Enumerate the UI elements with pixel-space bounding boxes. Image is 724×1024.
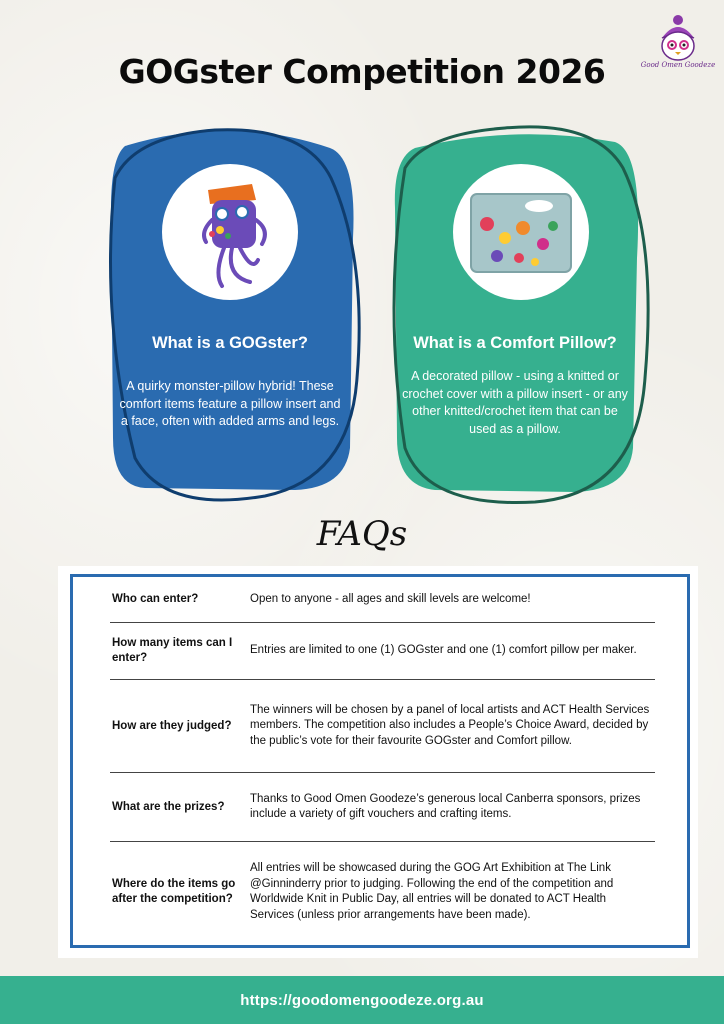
faq-row bbox=[110, 842, 655, 942]
faq-answer: The winners will be chosen by a panel of local artists and ACT Health Services members. The competition also includes a People’s Choice Award, decided by the public’s vote for their favourite GOGster and Comfort pillow. bbox=[250, 703, 650, 747]
faq-question: Who can enter? bbox=[112, 593, 199, 605]
page-title: GOGster Competition 2026 bbox=[118, 52, 606, 91]
faq-table bbox=[70, 574, 690, 948]
card-gogster-heading: What is a GOGster? bbox=[152, 334, 308, 352]
faq-question: How many items can I enter? bbox=[112, 637, 233, 664]
logo-text: Good Omen Goodeze bbox=[640, 61, 716, 69]
faq-row bbox=[110, 623, 655, 680]
faq-answer: Entries are limited to one (1) GOGster and one (1) comfort pillow per maker. bbox=[250, 644, 637, 657]
faq-row bbox=[110, 577, 655, 623]
faq-row bbox=[110, 773, 655, 842]
card-comfort-pillow-description: A decorated pillow - using a knitted or crochet cover with a pillow insert - or any other knitted/crochet item that can be used as a pillow. bbox=[402, 369, 628, 436]
card-gogster-description: A quirky monster-pillow hybrid! These comfort items feature a pillow insert and a face, often with added arms and legs. bbox=[119, 379, 341, 428]
faq-answer: All entries will be showcased during the GOG Art Exhibition at The Link @Ginninderry prior to judging. Following the end of the competition and Worldwide Knit in Public Day, all entries will be donated to ACT Health Services (unless prior arrangements have been made). bbox=[250, 862, 614, 921]
faq-question: How are they judged? bbox=[112, 719, 232, 732]
card-comfort-pillow-heading: What is a Comfort Pillow? bbox=[413, 334, 617, 352]
comfort-pillow-illustration bbox=[453, 164, 589, 300]
card-comfort-pillow bbox=[375, 118, 655, 508]
faq-answer: Open to anyone - all ages and skill levels are welcome! bbox=[250, 592, 531, 605]
faq-panel bbox=[58, 566, 698, 958]
gogster-photo bbox=[162, 164, 298, 300]
faqs-title: FAQs bbox=[316, 514, 408, 554]
faq-question: Where do the items go after the competition? bbox=[112, 878, 236, 905]
faq-question: What are the prizes? bbox=[112, 800, 225, 813]
footer-bar bbox=[0, 976, 724, 1024]
card-gogster bbox=[95, 118, 365, 508]
faq-row bbox=[110, 680, 655, 773]
gogster-illustration bbox=[162, 164, 298, 300]
comfort-pillow-photo bbox=[453, 164, 589, 300]
faq-answer: Thanks to Good Omen Goodeze’s generous local Canberra sponsors, prizes include a variety of gift vouchers and crafting items. bbox=[250, 792, 641, 820]
website-link[interactable]: https://goodomengoodeze.org.au bbox=[240, 991, 484, 1009]
